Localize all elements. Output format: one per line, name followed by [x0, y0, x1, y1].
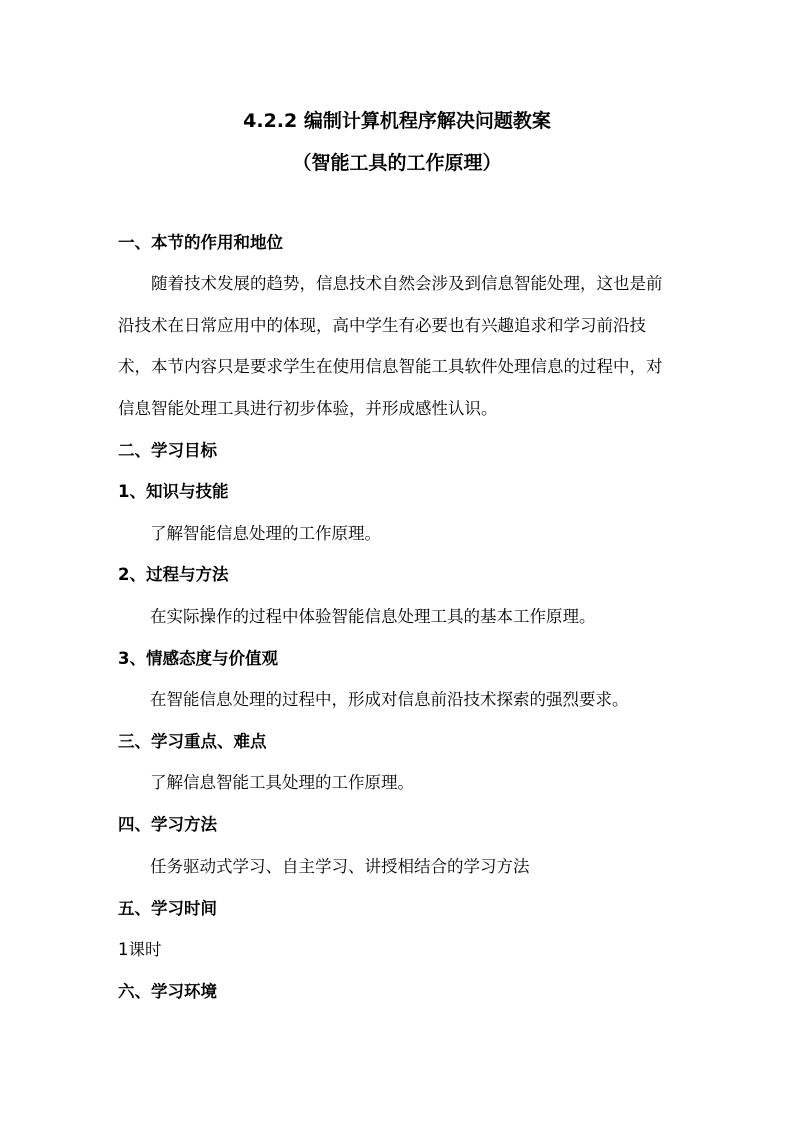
subsection-body-knowledge: 了解智能信息处理的工作原理。 — [150, 524, 381, 543]
section-body-role: 随着技术发展的趋势，信息技术自然会涉及到信息智能处理，这也是前沿技术在日常应用中的体现，高中学生有必要也有兴趣追求和学习前沿技术，本节内容只是要求学生在使用信息智能工具软件处理信息的过程中，对信息智能处理工具进行初步体验，并形成感性认识。 — [118, 274, 663, 418]
subsection-heading-attitude: 3、情感态度与价值观 — [118, 649, 278, 668]
section-heading-objectives: 二、学习目标 — [118, 441, 217, 460]
subsection-heading-process: 2、过程与方法 — [118, 565, 229, 584]
section-heading-methods: 四、学习方法 — [118, 815, 217, 834]
section-body-methods: 任务驱动式学习、自主学习、讲授相结合的学习方法 — [150, 857, 530, 876]
subsection-body-process: 在实际操作的过程中体验智能信息处理工具的基本工作原理。 — [150, 607, 596, 626]
section-heading-environment: 六、学习环境 — [118, 982, 217, 1001]
section-heading-key-points: 三、学习重点、难点 — [118, 732, 267, 751]
section-body-key-points: 了解信息智能工具处理的工作原理。 — [150, 773, 414, 792]
subsection-heading-knowledge: 1、知识与技能 — [118, 482, 229, 501]
subsection-body-attitude: 在智能信息处理的过程中，形成对信息前沿技术探索的强烈要求。 — [150, 690, 629, 709]
document-title: 4.2.2 编制计算机程序解决问题教案 — [243, 110, 551, 132]
document-subtitle: （智能工具的工作原理） — [292, 152, 502, 174]
section-heading-role: 一、本节的作用和地位 — [118, 233, 283, 252]
section-heading-time: 五、学习时间 — [118, 899, 217, 918]
section-body-time: 1课时 — [118, 940, 162, 959]
